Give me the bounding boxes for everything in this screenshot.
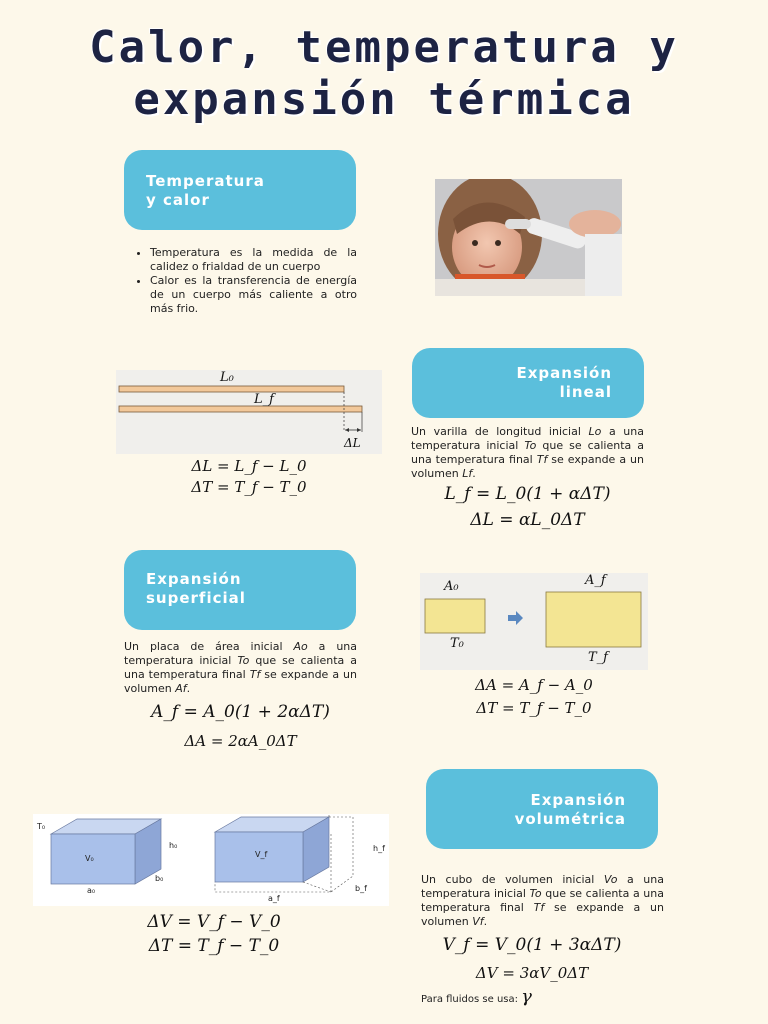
- text-part: Un cubo de volumen inicial: [421, 873, 604, 886]
- plate-a0-label: A₀: [444, 579, 459, 594]
- surface-diagram-eq-1: ΔA = A_f − A_0: [475, 676, 593, 694]
- expansion-superficial-badge: [124, 550, 356, 630]
- fluids-note: [421, 986, 532, 1007]
- text-var: Vf: [472, 915, 484, 928]
- badge-line: superficial: [146, 589, 246, 607]
- cube-vf-label: V_f: [255, 850, 268, 859]
- child-thermometer-illustration: [435, 179, 622, 296]
- badge-line: Expansión: [146, 570, 242, 588]
- text-part: se expande a un volumen: [421, 901, 664, 928]
- cube-a0-label: a₀: [87, 886, 96, 895]
- rod-lf-label: L_f: [254, 392, 274, 407]
- thermometer-photo: [435, 179, 622, 296]
- fluids-label: Para fluidos se usa:: [421, 994, 518, 1005]
- text-part: a una temperatura inicial: [411, 425, 644, 452]
- surface-diagram-eq-2: ΔT = T_f − T_0: [476, 699, 592, 717]
- volumetrica-formula-2: ΔV = 3αV_0ΔT: [475, 964, 589, 982]
- text-var: Lf: [462, 467, 473, 480]
- volumetrica-description: [421, 873, 664, 929]
- text-part: .: [483, 915, 488, 928]
- text-var: Ao: [293, 640, 308, 653]
- rod-l0-label: L₀: [220, 370, 234, 385]
- rod-dl-label: ΔL: [344, 436, 361, 450]
- superficial-description: [124, 640, 357, 696]
- cube-b0-label: b₀: [155, 874, 164, 883]
- linear-diagram-eq-2: ΔT = T_f − T_0: [191, 478, 307, 496]
- text-var: To: [529, 887, 542, 900]
- page-title: [0, 22, 768, 126]
- rod-diagram: [116, 370, 382, 454]
- plate-tf-label: T_f: [588, 650, 608, 665]
- plate-af-label: A_f: [585, 573, 606, 588]
- cube-h0-label: h₀: [169, 841, 178, 850]
- lineal-formula-2: ΔL = αL_0ΔT: [470, 510, 585, 530]
- plate-initial: [425, 599, 485, 633]
- badge-line: Expansión: [516, 364, 612, 382]
- text-part: .: [472, 467, 476, 480]
- temperatura-calor-badge: [124, 150, 356, 230]
- list-item: • Temperatura es la medida de la calidez o frialdad de un cuerpo: [150, 246, 357, 274]
- linear-expansion-diagram: [116, 370, 382, 454]
- badge-line: lineal: [559, 383, 612, 401]
- volume-expansion-diagram: [33, 814, 389, 906]
- cube-t0-label: T₀: [37, 822, 46, 831]
- text-var: To: [237, 654, 250, 667]
- badge-line: Temperatura: [146, 172, 265, 190]
- linear-diagram-eq-1: ΔL = L_f − L_0: [191, 457, 307, 475]
- text-var: To: [524, 439, 537, 452]
- text-part: se expande a un volumen: [411, 453, 644, 480]
- superficial-formula-2: ΔA = 2αA_0ΔT: [184, 732, 297, 750]
- text-part: Un placa de área inicial: [124, 640, 294, 653]
- cube-v0-label: V₀: [85, 854, 94, 863]
- badge-line: volumétrica: [514, 810, 626, 828]
- badge-line: Expansión: [530, 791, 626, 809]
- lineal-description: [411, 425, 644, 481]
- cube-bf-label: b_f: [355, 884, 367, 893]
- surface-expansion-diagram: [420, 573, 648, 670]
- plate-t0-label: T₀: [450, 636, 464, 651]
- badge-line: y calor: [146, 191, 210, 209]
- volume-diagram-eq-1: ΔV = V_f − V_0: [147, 912, 281, 932]
- superficial-formula-1: A_f = A_0(1 + 2αΔT): [151, 702, 330, 722]
- text-part: Un varilla de longitud inicial: [411, 425, 589, 438]
- volume-diagram-eq-2: ΔT = T_f − T_0: [148, 936, 280, 956]
- text-part: que se calienta a una temperatura final: [411, 439, 644, 466]
- text-part: a una temperatura inicial: [124, 640, 358, 667]
- text-var: Vo: [603, 873, 618, 886]
- expansion-lineal-badge: [412, 348, 644, 418]
- text-part: .: [186, 682, 191, 695]
- text-var: Tf: [533, 901, 545, 914]
- text-part: se expande a un volumen: [124, 668, 357, 695]
- text-part: que se calienta a una temperatura final: [421, 887, 664, 914]
- text-part: a una temperatura inicial: [421, 873, 664, 900]
- cube-hf-label: h_f: [373, 844, 385, 853]
- rod-initial: [119, 386, 344, 392]
- lineal-formula-1: L_f = L_0(1 + αΔT): [444, 484, 611, 504]
- arrow-right-icon: [508, 611, 523, 625]
- cube-af-label: a_f: [268, 894, 280, 903]
- plate-final: [546, 592, 641, 647]
- temperatura-calor-bullets: [132, 246, 357, 316]
- text-var: Tf: [249, 668, 261, 681]
- rod-final: [119, 406, 362, 412]
- text-part: que se calienta a una temperatura final: [124, 654, 357, 681]
- expansion-volumetrica-badge: [426, 769, 658, 849]
- title-line-2: expansión térmica: [133, 74, 635, 125]
- volumetrica-formula-1: V_f = V_0(1 + 3αΔT): [442, 935, 622, 955]
- list-item: • Calor es la transferencia de energía de un cuerpo más caliente a otro más frio.: [150, 274, 357, 316]
- text-var: Af: [175, 682, 187, 695]
- text-var: Lo: [588, 425, 602, 438]
- text-var: Tf: [536, 453, 548, 466]
- title-line-1: Calor, temperatura y: [89, 22, 679, 73]
- gamma-symbol: γ: [521, 986, 532, 1007]
